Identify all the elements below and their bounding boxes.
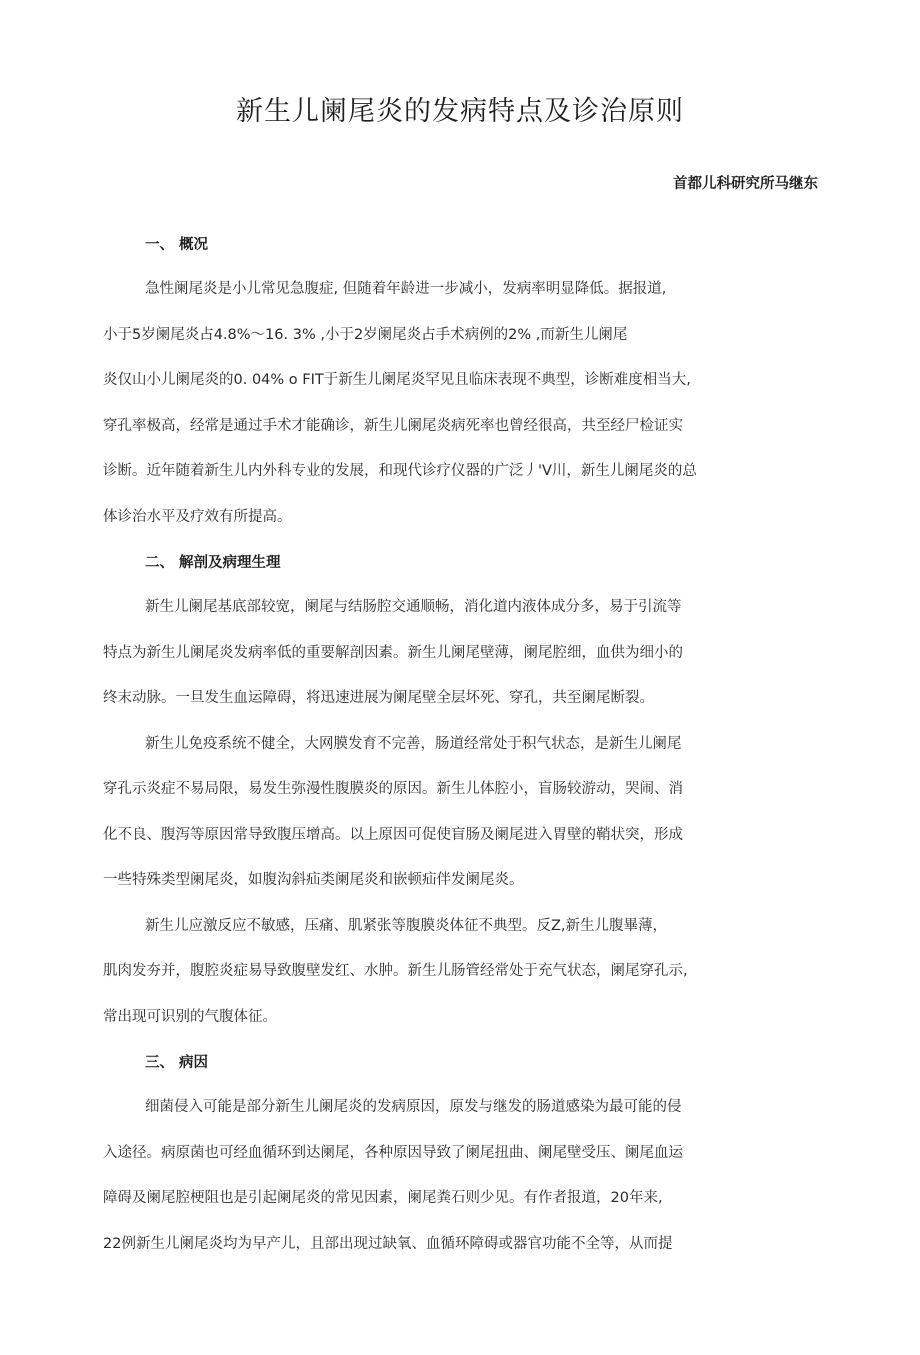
text-line: 穿孔率极高，经常是通过手术才能确诊，新生儿阑尾炎病死率也曾经很高，共至经尸检证实 xyxy=(103,417,683,434)
text-line: 诊断。近年随着新生儿内外科专业的发展，和现代诊疗仪器的广泛丿'V川，新生儿阑尾炎的总 xyxy=(103,463,697,479)
text-line: 体诊治水平及疗效有所提高。 xyxy=(103,508,292,525)
text-line: 常出现可识别的气腹体征。 xyxy=(103,1008,277,1025)
section-heading: 一、 概况 xyxy=(145,237,209,253)
text-line: 新生儿应激反应不敏感，压痛、肌紧张等腹膜炎体征不典型。反Z,新生儿腹畢薄， xyxy=(145,917,668,934)
section-overview xyxy=(103,232,803,550)
text-line: 急性阑尾炎是小儿常见急腹症, 但随着年龄进一步减小，发病率明显降低。据报道, xyxy=(145,281,667,297)
text-line: 障碍及阑尾腔梗阻也是引起阑尾炎的常见因素，阑尾粪石则少见。有作者报道，20年来, xyxy=(103,1190,663,1206)
text-line: 肌肉发夯并，腹腔炎症易导致腹壁发红、水肿。新生儿肠管经常处于充气状态，阑尾穿孔示, xyxy=(103,963,688,979)
text-line: 穿孔示炎症不易局限，易发生弥漫性腹膜炎的原因。新生儿体腔小，盲肠较游动，哭闹、消 xyxy=(103,781,683,797)
text-line: 化不良、腹泻等原因常导致腹压增高。以上原因可促使盲肠及阑尾进入胃壁的鞘状突，形成 xyxy=(103,826,683,843)
section-etiology xyxy=(103,1050,803,1277)
paragraph xyxy=(103,1095,803,1277)
paragraph xyxy=(103,277,803,550)
document-body xyxy=(103,232,803,1277)
text-line: 特点为新生儿阑尾炎发病率低的重要解剖因素。新生儿阑尾壁薄，阑尾腔细，血供为细小的 xyxy=(103,644,683,661)
text-line: 22例新生儿阑尾炎均为早产儿，且部出现过缺氧、血循环障碍或器官功能不全等，从而提 xyxy=(103,1235,673,1252)
document-title: 新生儿阑尾炎的发病特点及诊治原则 xyxy=(236,96,684,127)
text-line: 新生儿免疫系统不健全，大网膜发育不完善，肠道经常处于积气状态，是新生儿阑尾 xyxy=(145,735,682,752)
text-line: 小于5岁阑尾炎占4.8%～16. 3% ,小于2岁阑尾炎占手术病例的2% ,而新生儿阑尾 xyxy=(103,326,628,343)
text-line: 一些特殊类型阑尾炎，如腹沟斜疝类阑尾炎和嵌顿疝伴发阑尾炎。 xyxy=(103,872,524,888)
text-line: 新生儿阑尾基底部较宽，阑尾与结肠腔交通顺畅，消化道内液体成分多，易于引流等 xyxy=(145,599,682,615)
text-line: 炎仅山小儿阑尾炎的0. 04% o FIT于新生儿阑尾炎罕见且临床表现不典型，诊断难度相当大, xyxy=(103,372,691,388)
text-line: 终末动脉。一旦发生血运障碍，将迅速进展为阑尾壁全层坏死、穿孔，共至阑尾断裂。 xyxy=(103,690,654,706)
text-line: 入途径。病原菌也可经血循环到达阑尾，各种原因导致了阑尾扭曲、阑尾壁受压、阑尾血运 xyxy=(103,1144,683,1161)
author-line: 首都儿科研究所马继东 xyxy=(673,176,818,192)
paragraph xyxy=(103,732,803,914)
paragraph xyxy=(103,595,803,732)
section-anatomy xyxy=(103,550,803,1050)
paragraph xyxy=(103,914,803,1051)
section-heading: 三、 病因 xyxy=(145,1055,209,1071)
section-heading: 二、 解剖及病理生理 xyxy=(145,555,281,571)
text-line: 细菌侵入可能是部分新生儿阑尾炎的发病原因，原发与继发的肠道感染为最可能的侵 xyxy=(145,1099,682,1115)
